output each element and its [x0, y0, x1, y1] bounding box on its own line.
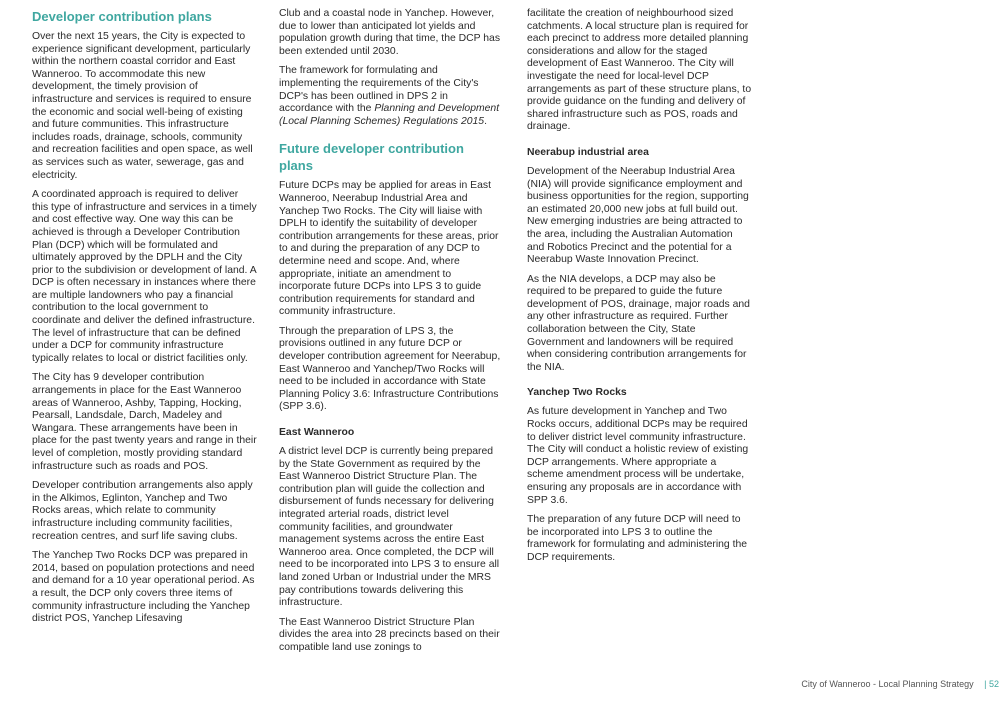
section-heading-future-developer-contribution-plans: Future developer contribution plans [279, 141, 464, 174]
paragraph: Through the preparation of LPS 3, the provisions outlined in any future DCP or developer contribution agreement for Neerabup, East Wanneroo and Yanchep/Two Rocks will need to be included in accordance with State Planning Policy 3.6: Infrastructure Contributions (SPP 3.6). [279, 325, 501, 413]
footer-separator: | [984, 679, 987, 689]
paragraph: As the NIA develops, a DCP may also be required to be prepared to guide the future development of POS, drainage, major roads and any other infrastructure as required. Further collaboration between the City, State Government and landowners will be required when considering contribution arrangements for the NIA. [527, 273, 750, 373]
paragraph: Over the next 15 years, the City is expected to experience significant development, particularly within the northern coastal corridor and East Wanneroo. To accommodate this new development, the timely provision of infrastructure and services is required to ensure the economic and social well-being of existing and future communities. This infrastructure includes roads, drainage, schools, community and recreation facilities and open space, as well as services such as water, sewerage, gas and electricity. [32, 31, 253, 181]
column-3 [527, 8, 752, 572]
paragraph: Development of the Neerabup Industrial Area (NIA) will provide significance employment and business opportunities for the region, supporting an estimated 20,000 new jobs at full build out. New emerging industries are being attracted to the area, including the Australian Automation and Robotics Precinct and the potential for a Neerabup Waste Innovation Precinct. [527, 165, 749, 266]
section-heading-developer-contribution-plans: Developer contribution plans [32, 9, 212, 24]
paragraph: As future development in Yanchep and Two Rocks occurs, additional DCPs may be required to deliver district level community infrastructure. The City will conduct a holistic review of existing DCP arrangements. Where appropriate a scheme amendment process will be undertake, ensuring any proposals are in accordance with SPP 3.6. [527, 406, 749, 506]
page-footer [801, 678, 999, 690]
paragraph [279, 65, 501, 128]
regulation-title: Planning and Development (Local Planning Schemes) Regulations 2015 [279, 103, 500, 127]
page-number: 52 [988, 679, 999, 689]
paragraph: Developer contribution arrangements also apply in the Alkimos, Eglinton, Yanchep and Two Rocks areas, which relate to community infrastructure including community facilities, recreation centres, and surf life saving clubs. [32, 480, 253, 542]
paragraph: A district level DCP is currently being prepared by the State Government as required by the East Wanneroo District Structure Plan. The contribution plan will guide the collection and disbursement of funds necessary for delivering integrated arterial roads, district level community facilities, and groundwater management systems across the entire East Wanneroo area. Once completed, the DCP will need to be incorporated into LPS 3 to ensure all land zoned Urban or Industrial under the MRS pay contributions towards delivering this infrastructure. [279, 446, 500, 609]
paragraph: facilitate the creation of neighbourhood sized catchments. A local structure plan is required for each precinct to address more detailed planning considerations and allow for the staged development of East Wanneroo. The City will investigate the need for local-level DCP arrangements as part of these structure plans, to provide guidance on the funding and delivery of shared infrastructure such as POS, roads and drainage. [527, 8, 752, 133]
subheading-east-wanneroo: East Wanneroo [279, 427, 355, 439]
paragraph: Club and a coastal node in Yanchep. However, due to lower than anticipated lot yields and population growth during that time, the DCP has been extended until 2030. [279, 8, 501, 57]
paragraph: The Yanchep Two Rocks DCP was prepared in 2014, based on population protections and need and demand for a 10 year operational period. As a result, the DCP only covers three items of community infrastructure including the Yanchep district POS, Yanchep Lifesaving [32, 550, 255, 625]
paragraph: The East Wanneroo District Structure Plan divides the area into 28 precincts based on their compatible land use zonings to [279, 616, 500, 653]
paragraph: Future DCPs may be applied for areas in East Wanneroo, Neerabup Industrial Area and Yanchep Two Rocks. The City will liaise with DPLH to identify the suitability of developer contribution arrangements for these areas, prior to and during the preparation of any DCP to determine need and scope. And, where appropriate, initiate an amendment to incorporate future DCPs into LPS 3 to guide contribution requirements for standard and community infrastructure. [279, 180, 499, 318]
subheading-neerabup-industrial-area: Neerabup industrial area [527, 146, 649, 158]
paragraph-text: . [484, 115, 487, 127]
column-1 [32, 8, 257, 633]
paragraph: The preparation of any future DCP will need to be incorporated into LPS 3 to outline the framework for formulating and administering the DCP requirements. [527, 514, 748, 563]
paragraph-text: The framework for formulating and implementing the requirements of the City's DCP's has been outlined in DPS 2 in accordance with the [279, 65, 479, 115]
subheading-yanchep-two-rocks: Yanchep Two Rocks [527, 387, 627, 399]
paragraph: The City has 9 developer contribution arrangements in place for the East Wanneroo areas of Wanneroo, Ashby, Tapping, Hocking, Pearsall, Landsdale, Darch, Madeley and Wangara. These arrangements have been in place for the past twenty years and range in their level of completion, mostly providing standard infrastructure such as roads and POS. [32, 372, 257, 472]
column-2 [279, 8, 501, 662]
document-title: City of Wanneroo - Local Planning Strategy [801, 679, 974, 689]
paragraph: A coordinated approach is required to deliver this type of infrastructure and services in a timely and cost effective way. One way this can be achieved is through a Developer Contribution Plan (DCP) which will be formulated and ultimately approved by the DPLH and the City prior to the subdivision or development of land. A DCP is often necessary in instances where there are multiple landowners who pay a financial contribution to the local government to coordinate and deliver the defined infrastructure. The level of infrastructure that can be defined under a DCP for community infrastructure typically relates to local or district facilities only. [32, 189, 257, 364]
